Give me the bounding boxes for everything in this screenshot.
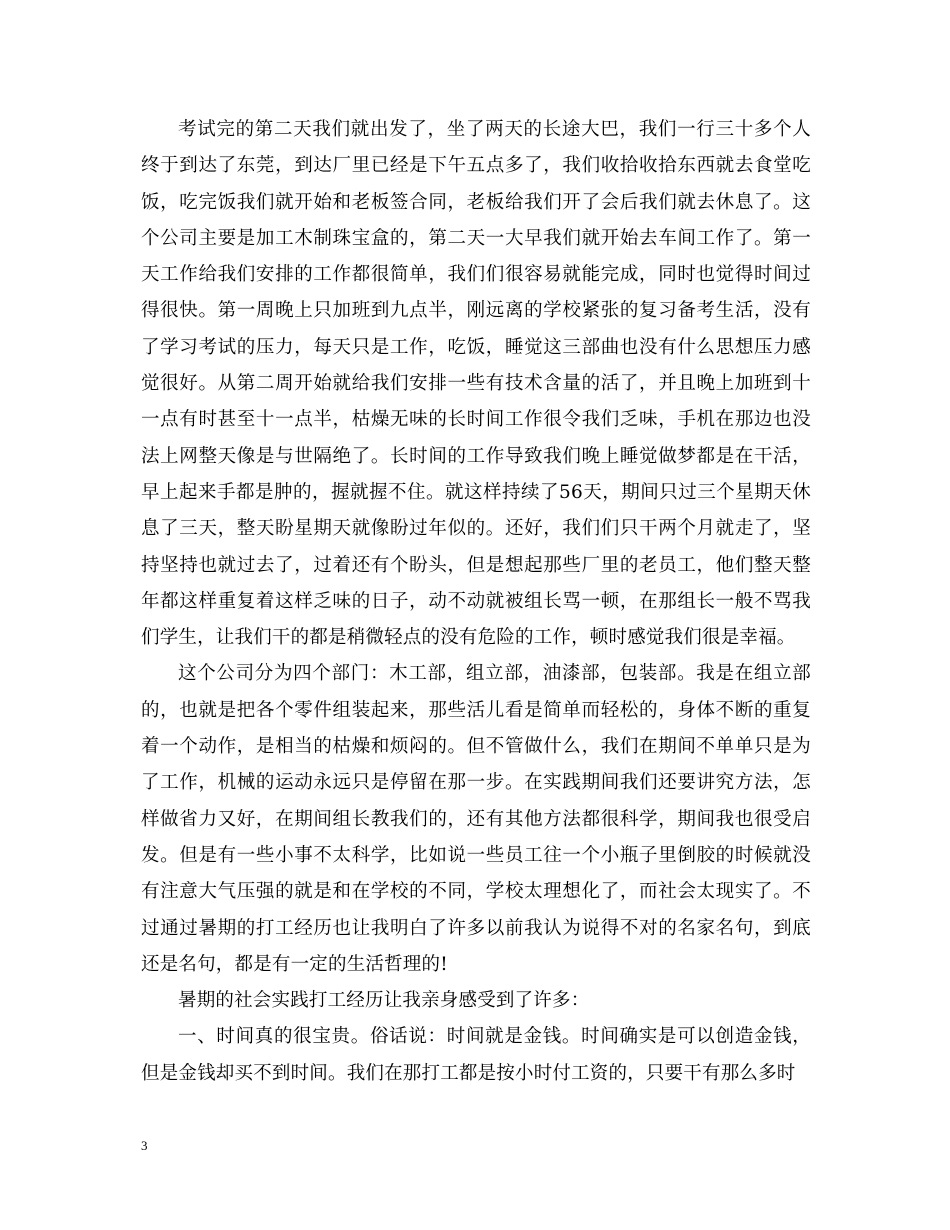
paragraph-2: 这个公司分为四个部门：木工部，组立部，油漆部，包装部。我是在组立部的，也就是把各个零件组装起来，那些活儿看是简单而轻松的，身体不断的重复着一个动作，是相当的枯燥和烦闷的。但不管做什么，我们在期间不单单只是为了工作，机械的运动永远只是停留在那一步。在实践期间我们还要讲究方法，怎样做省力又好，在期间组长教我们的，还有其他方法都很科学，期间我也很受启发。但是有一些小事不太科学，比如说一些员工往一个小瓶子里倒胶的时候就没有注意大气压强的就是和在学校的不同，学校太理想化了，而社会太现实了。不过通过暑期的打工经历也让我明白了许多以前我认为说得不对的名家名句，到底还是名句，都是有一定的生活哲理的! [141,663,811,975]
page-number: 3 [141,1138,148,1153]
paragraph-4: 一、时间真的很宝贵。俗话说：时间就是金钱。时间确实是可以创造金钱，但是金钱却买不到时间。我们在那打工都是按小时付工资的，只要干有那么多时 [141,1026,811,1084]
page-body [141,112,811,1092]
paragraph-1: 考试完的第二天我们就出发了，坐了两天的长途大巴，我们一行三十多个人终于到达了东莞，到达厂里已经是下午五点多了，我们收拾收拾东西就去食堂吃饭，吃完饭我们就开始和老板签合同，老板给我们开了会后我们就去休息了。这个公司主要是加工木制珠宝盒的，第二天一大早我们就开始去车间工作了。第一天工作给我们安排的工作都很简单，我们们很容易就能完成，同时也觉得时间过得很快。第一周晚上只加班到九点半，刚远离的学校紧张的复习备考生活，没有了学习考试的压力，每天只是工作，吃饭，睡觉这三部曲也没有什么思想压力感觉很好。从第二周开始就给我们安排一些有技术含量的活了，并且晚上加班到十一点有时甚至十一点半，枯燥无味的长时间工作很令我们乏味，手机在那边也没法上网整天像是与世隔绝了。长时间的工作导致我们晚上睡觉做梦都是在干活，早上起来手都是肿的，握就握不住。就这样持续了56天，期间只过三个星期天休息了三天，整天盼星期天就像盼过年似的。还好，我们们只干两个月就走了，坚持坚持也就过去了，过着还有个盼头，但是想起那些厂里的老员工，他们整天整年都这样重复着这样乏味的日子，动不动就被组长骂一顿，在那组长一般不骂我们学生，让我们干的都是稍微轻点的没有危险的工作，顿时感觉我们很是幸福。 [141,119,811,649]
paragraph-3: 暑期的社会实践打工经历让我亲身感受到了许多： [178,990,590,1012]
